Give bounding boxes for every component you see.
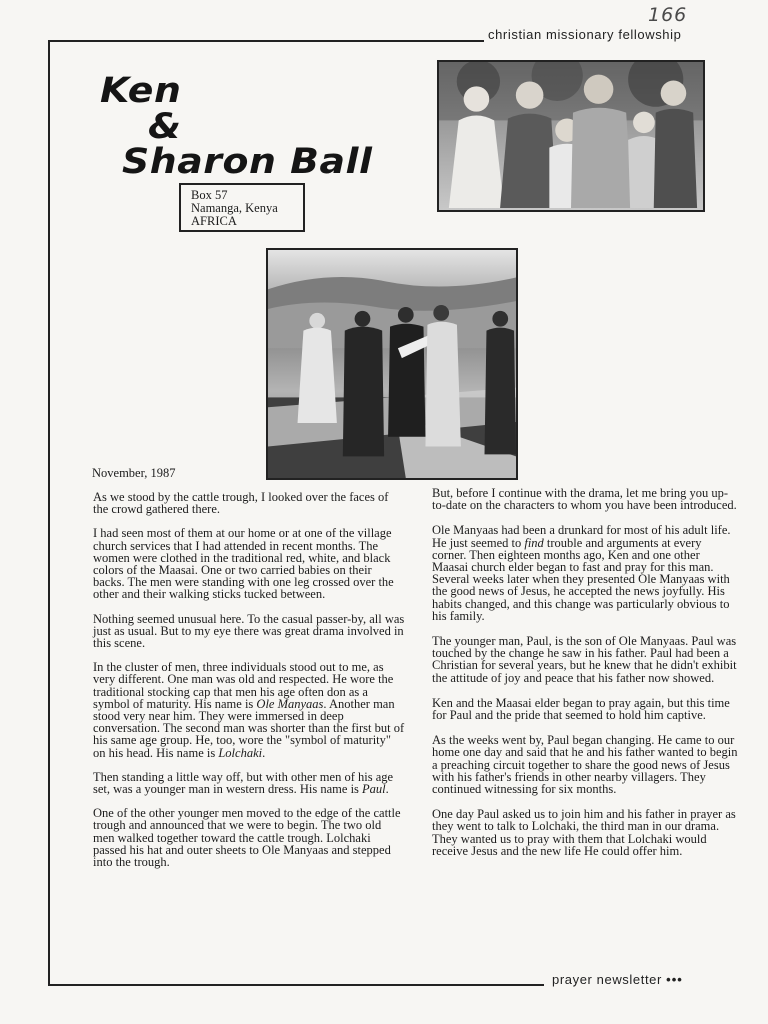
emphasis-find: find (524, 535, 544, 550)
title-line-ampersand: & (148, 107, 182, 147)
paragraph: One day Paul asked us to join him and his father in prayer as they went to talk to Lolchaki, the third man in our drama. They wanted us to pray with them that Lolchaki would receive Jesus and the new life He could offer him. (432, 807, 736, 858)
name-paul: Paul (362, 782, 386, 797)
frame-bottom-rule (48, 984, 544, 986)
baptism-photo-image (268, 250, 516, 478)
organization-name: christian missionary fellowship (488, 27, 682, 42)
address-line-country: AFRICA (191, 214, 237, 228)
baptism-photo (266, 248, 518, 480)
footer-label (552, 972, 683, 987)
frame-top-rule (48, 40, 484, 42)
paragraph (432, 524, 738, 622)
paragraph (93, 661, 405, 759)
paragraph: As the weeks went by, Paul began changing. He came to our home one day and said that he and his father wanted to begin a preaching circuit together to share the good news of Jesus with his father's friends in other nearby villagers. They continued witnessing for six months. (432, 733, 738, 797)
text-run: Ole Manyaas had been a drunkard for most of his adult life. He just seemed to (432, 523, 731, 550)
mailing-address-box (179, 183, 305, 232)
text-run: . Another man stood very near him. They were immersed in deep conversation. The second man was shorter than the first but of his same age group. He, too, wore the "symbol of maturity" on his head. His name is (93, 696, 405, 760)
frame-left-rule (48, 40, 50, 986)
text-run: trouble and arguments at every corner. Then eighteen months ago, Ken and one other Maasai church elder began to fast and pray for this man. Several weeks later when they presented Ole Manyaas with the good news of Jesus, he accepted the news joyfully. His habits changed, and this change was particularly obvious to his family. (432, 535, 730, 623)
footer-dots: ••• (666, 972, 683, 987)
name-lolchaki: Lolchaki (218, 745, 263, 760)
address-line-city: Namanga, Kenya (191, 201, 278, 215)
title-line-sharon-ball: Sharon Ball (122, 142, 373, 182)
address-line-box: Box 57 (191, 188, 228, 202)
text-run: . (385, 782, 389, 797)
paragraph: The younger man, Paul, is the son of Ole Manyaas. Paul was touched by the change he saw in his father. Paul had been a Christian for several years, but he knew that he didn't exhibit the attitude of joy and peace that his father now showed. (432, 634, 737, 685)
paragraph (93, 771, 405, 795)
family-photo-image (439, 62, 703, 210)
paragraph: Ken and the Maasai elder began to pray again, but this time for Paul and the pride that seemed to hold him captive. (432, 695, 730, 723)
text-run: Then standing a little way off, but with other men of his age set, was a younger man in western dress. His name is (93, 769, 394, 797)
right-text-column (432, 487, 738, 870)
paragraph: As we stood by the cattle trough, I looked over the faces of the crowd gathered there. (93, 490, 389, 517)
paragraph: But, before I continue with the drama, let me bring you up-to-date on the characters to whom you have been introduced. (432, 486, 737, 513)
text-run: In the cluster of men, three individuals stood out to me, as very different. One man was old and respected. He wore the traditional stocking cap that men his age often don as a symbol of maturity. His name is (93, 660, 394, 711)
title-line-ken: Ken (100, 71, 182, 111)
footer-text: prayer newsletter (552, 972, 662, 987)
name-ole-manyaas: Ole Manyaas (256, 696, 324, 711)
paragraph: I had seen most of them at our home or at one of the village church services that I had attended in recent months. The women were clothed in the traditional red, white, and black colors of the Maasai. One or two carried babies on their backs. The men were standing with one leg crossed over the other and their walking sticks tucked between. (93, 526, 394, 602)
paragraph: Nothing seemed unusual here. To the casual passer-by, all was just as usual. But to my eye there was great drama involved in this scene. (93, 611, 405, 651)
family-photo (437, 60, 705, 212)
text-run: . (262, 745, 266, 760)
handwritten-page-number: 166 (648, 4, 688, 26)
paragraph: One of the other younger men moved to the edge of the cattle trough and announced that we were to begin. The two old men walked together toward the cattle trough. Lolchaki passed his hat and outer sheets to Ole Manyaas and stepped into the trough. (93, 806, 401, 870)
left-text-column (93, 491, 405, 880)
letter-date: November, 1987 (92, 466, 176, 480)
